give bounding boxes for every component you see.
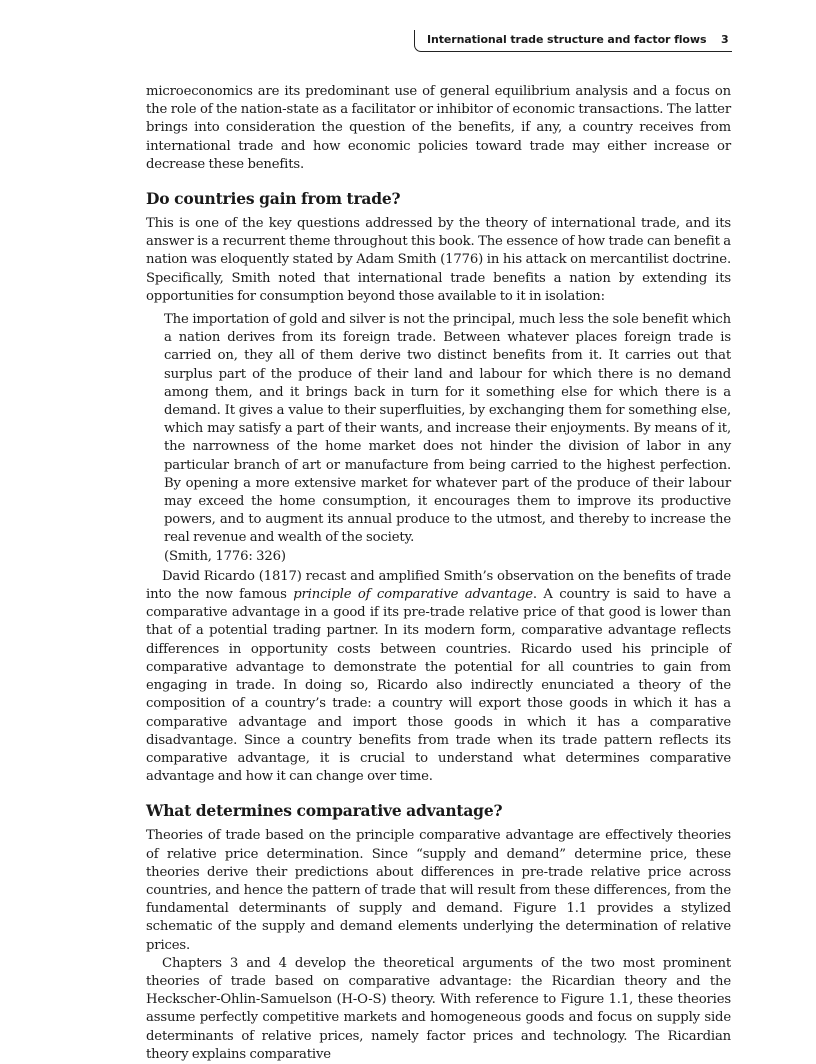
section-heading-determinants: What determines comparative advantage? [146,801,503,821]
paragraph-ricardo-text-1: David Ricardo (1817) recast and amplified Smith’s observation on the benefits of trade into the now famous [146,568,731,603]
paragraph-chapters: Chapters 3 and 4 develop the theoretical arguments of the two most prominent theories of trade based on comparative advantage: the Ricardian theory and the Heckscher-Ohlin-Samuelson (H-O-S) theory. With reference to Figure 1.1, these theories assume perfectly competitive markets and homogeneous goods and focus on supply side determinants of relative prices, namely factor prices and technology. The Ricardian theory explains comparative [146,955,731,1062]
section-heading-gains-from-trade: Do countries gain from trade? [146,189,401,209]
quote-citation: (Smith, 1776: 326) [164,548,286,564]
paragraph-continuation: microeconomics are its predominant use of general equilibrium analysis and a focus on the role of the nation-state as a facilitator or inhibitor of economic transactions. The latter brings into consideration the question of the benefits, if any, a country receives from international trade and how economic policies toward trade may either increase or decrease these benefits. [146,84,731,172]
paragraph-gains-intro: This is one of the key questions addressed by the theory of international trade, and its answer is a recurrent theme throughout this book. The essence of how trade can benefit a nation was eloquently stated by Adam Smith (1776) in his attack on mercantilist doctrine. Specifically, Smith noted that international trade benefits a nation by extending its opportunities for consumption beyond those available to it in isolation: [146,216,731,304]
paragraph-ricardo [146,568,731,786]
page-number: 3 [721,33,729,46]
paragraph-determinants: Theories of trade based on the principle comparative advantage are effectively theories of relative price determination. Since “supply and demand” determine price, these theories derive their predictions about differences in pre-trade relative price across countries, and hence the pattern of trade that will result from these differences, from the fundamental determinants of supply and demand. Figure 1.1 provides a stylized schematic of the supply and demand elements underlying the determination of relative prices. [146,828,731,953]
paragraph-ricardo-text-2: . A country is said to have a comparative advantage in a good if its pre-trade relative price of that good is lower than that of a potential trading partner. In its modern form, comparative advantage reflects differences in opportunity costs between countries. Ricardo used his principle of comparative advantage to demonstrate the potential for all countries to gain from engaging in trade. In doing so, Ricardo also indirectly enunciated a theory of the composition of a country’s trade: a country will export those goods in which it has a comparative advantage and import those goods in which it has a comparative disadvantage. Since a country benefits from trade when its trade pattern reflects its comparative advantage, it is crucial to understand what determines comparative advantage and how it can change over time. [146,587,731,785]
emphasis-comparative-advantage: principle of comparative advantage [293,587,533,603]
page-body [146,83,731,1064]
running-head: International trade structure and factor flows [427,33,707,46]
quote-text: The importation of gold and silver is not the principal, much less the sole benefit which a nation derives from its foreign trade. Between whatever places foreign trade is carried on, they all of them derive two distinct benefits from it. It carries out that surplus part of the produce of their land and labour for which there is no demand among them, and it brings back in turn for it something else for which there is a demand. It gives a value to their superfluities, by exchanging them for something else, which may satisfy a part of their wants, and increase their enjoyments. By means of it, the narrowness of the home market does not hinder the division of labor in any particular branch of art or manufacture from being carried to the highest perfection. By opening a more extensive market for whatever part of the produce of their labour may exceed the home consumption, it encourages them to improve its productive powers, and to augment its annual produce to the utmost, and thereby to increase the real revenue and wealth of the society. [164,312,731,546]
block-quote [164,311,731,566]
